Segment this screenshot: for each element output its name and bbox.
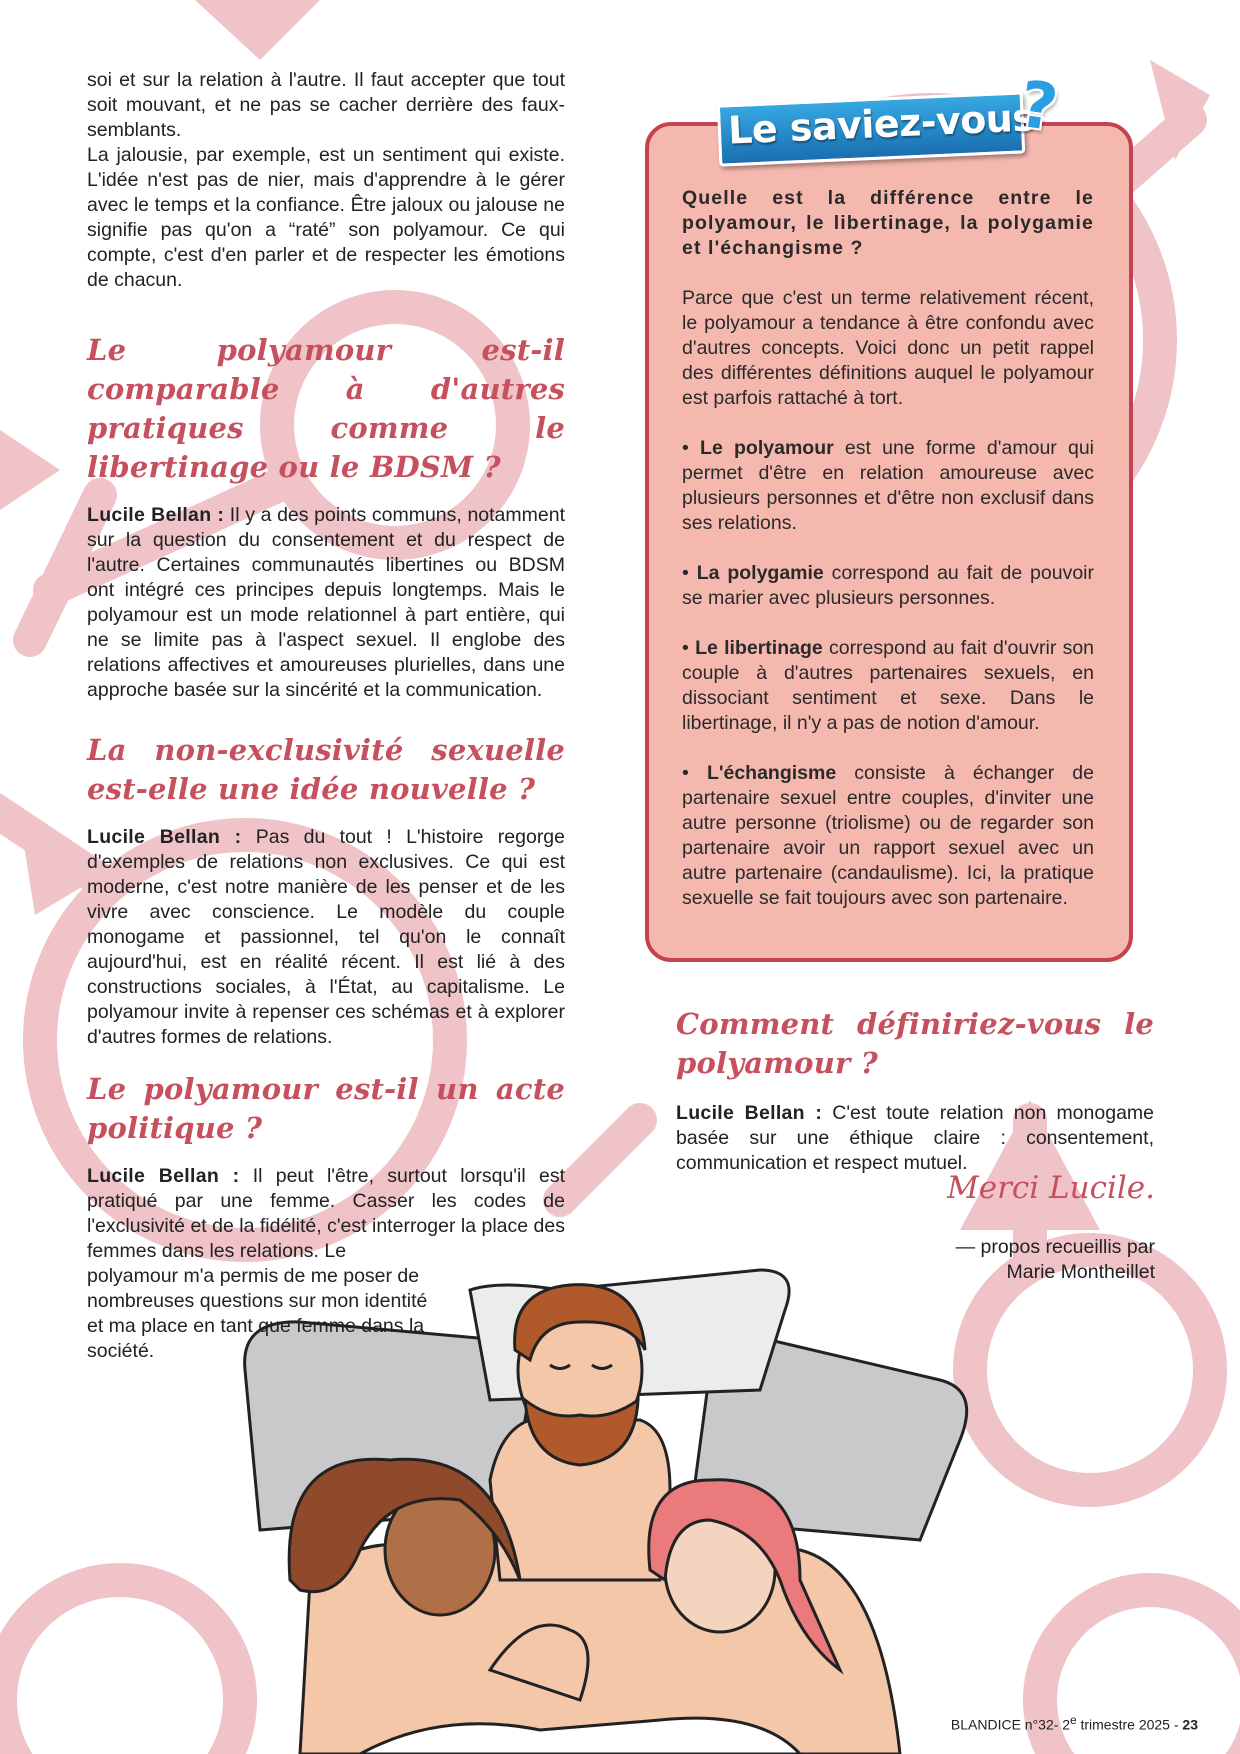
answer-text: Il peut l'être, surtout lorsqu'il est pratiqué par une femme. Casser les codes de l'exclusivité et de la fidélité, c'est interroger la place des femmes dans les relations. Le xyxy=(87,1165,565,1262)
speaker-label: Lucile Bellan : xyxy=(87,504,225,526)
did-you-know-box xyxy=(645,122,1133,962)
definition-term: Le polyamour xyxy=(700,437,834,459)
thanks-signoff: Merci Lucile. xyxy=(947,1170,1155,1206)
speaker-label: Lucile Bellan : xyxy=(87,826,242,848)
bullet: • xyxy=(682,637,696,659)
page-footer xyxy=(951,1714,1198,1733)
question-heading-3: Le polyamour est-il un acte politique ? xyxy=(87,1072,565,1145)
footer-sup: e xyxy=(1070,1714,1077,1727)
left-column xyxy=(87,68,565,1364)
answer-text: C'est toute relation non monogame basée sur une éthique claire : consentement, communication et respect mutuel. xyxy=(676,1102,1154,1174)
definition-term: Le libertinage xyxy=(695,637,823,659)
answer-paragraph-3 xyxy=(87,1164,565,1264)
question-heading-1: Le polyamour est-il comparable à d'autres pratiques comme le libertinage ou le BDSM ? xyxy=(87,333,565,484)
answer-paragraph-1 xyxy=(87,503,565,703)
definition-term: L'échangisme xyxy=(706,762,837,784)
answer-paragraph-3-continued: polyamour m'a permis de me poser de nombreuses questions sur mon identité et ma place en tant que femme dans la société. xyxy=(87,1265,428,1362)
definition-term: La polygamie xyxy=(696,562,824,584)
box-question: Quelle est la différence entre le polyamour, le libertinage, la polygamie et l'échangisme ? xyxy=(682,187,1094,259)
question-heading-4: Comment définiriez-vous le polyamour ? xyxy=(676,1007,1154,1080)
interview-credit xyxy=(956,1235,1155,1285)
question-heading-2: La non-exclusivité sexuelle est-elle une idée nouvelle ? xyxy=(87,733,565,806)
page-number: 23 xyxy=(1182,1716,1198,1733)
question-mark-icon: ? xyxy=(1015,67,1063,147)
answer-text: Pas du tout ! L'histoire regorge d'exemples de relations non exclusives. Ce qui est moderne, c'est notre manière de les penser et de les vivre avec conscience. Le modèle du couple monogame et passionnel, tel qu'on le connaît aujourd'hui, est en réalité récent. Il est lié à des constructions sociales, à l'État, au capitalisme. Le polyamour invite à repenser ces schémas et à explorer d'autres formes de relations. xyxy=(87,826,565,1048)
definition-text: est une forme d'amour qui permet d'être en relation amoureuse avec plusieurs personnes et d'être non exclusif dans ses relations. xyxy=(682,437,1095,534)
bullet: • xyxy=(682,762,707,784)
definition-item xyxy=(682,636,1094,736)
did-you-know-banner xyxy=(700,67,1070,172)
footer-magazine: BLANDICE n°32- 2 xyxy=(950,1716,1071,1733)
intro-paragraph-1: soi et sur la relation à l'autre. Il faut accepter que tout soit mouvant, et ne pas se cacher derrière des faux-semblants. xyxy=(87,69,565,141)
right-column xyxy=(676,1005,1154,1176)
credit-author: Marie Montheillet xyxy=(1006,1261,1155,1283)
intro-paragraph-2: La jalousie, par exemple, est un sentiment qui existe. L'idée n'est pas de nier, mais d'apprendre à le gérer avec le temps et la confiance. Être jaloux ou jalouse ne signifie pas qu'on a “raté” son polyamour. Ce qui compte, c'est d'en parler et de respecter les émotions de chacun. xyxy=(87,144,565,291)
answer-paragraph-4 xyxy=(676,1101,1154,1176)
speaker-label: Lucile Bellan : xyxy=(676,1102,823,1124)
definition-text: correspond au fait d'ouvrir son couple à d'autres partenaires sexuels, en dissociant sentiment et sexe. Dans le libertinage, il n'y a pas de notion d'amour. xyxy=(682,637,1095,734)
definition-text: consiste à échanger de partenaire sexuel entre couples, d'inviter une autre personne (triolisme) ou de regarder son partenaire avoir un rapport sexuel avec un autre partenaire (candaulisme). Ici, la pratique sexuelle se fait toujours avec son partenaire. xyxy=(682,762,1094,909)
definition-item xyxy=(682,561,1094,611)
speaker-label: Lucile Bellan : xyxy=(87,1165,240,1187)
arrow-head xyxy=(195,0,320,60)
credit-line: — propos recueillis par xyxy=(955,1236,1155,1258)
definition-text: correspond au fait de pouvoir se marier avec plusieurs personnes. xyxy=(682,562,1095,609)
answer-paragraph-2 xyxy=(87,825,565,1050)
bullet: • xyxy=(682,562,697,584)
box-intro: Parce que c'est un terme relativement récent, le polyamour a tendance à être confondu avec d'autres concepts. Voici donc un petit rappel des différentes définitions auquel le polyamour est parfois rattaché à tort. xyxy=(682,287,1094,409)
answer-text: Il y a des points communs, notamment sur la question du consentement et du respect de l'autre. Certaines communautés libertines ou BDSM ont intégré ces principes depuis longtemps. Mais le polyamour est un mode relationnel à part entière, qui ne se limite pas à l'aspect sexuel. Il englobe des relations affectives et amoureuses plurielles, dans une approche basée sur la sincérité et la communication. xyxy=(87,504,565,701)
definition-item xyxy=(682,436,1094,536)
footer-issue: trimestre 2025 - xyxy=(1076,1716,1183,1733)
banner-title: Le saviez-vous xyxy=(727,95,1036,153)
bullet: • xyxy=(682,437,701,459)
box-content xyxy=(682,186,1094,936)
definition-item xyxy=(682,761,1094,911)
